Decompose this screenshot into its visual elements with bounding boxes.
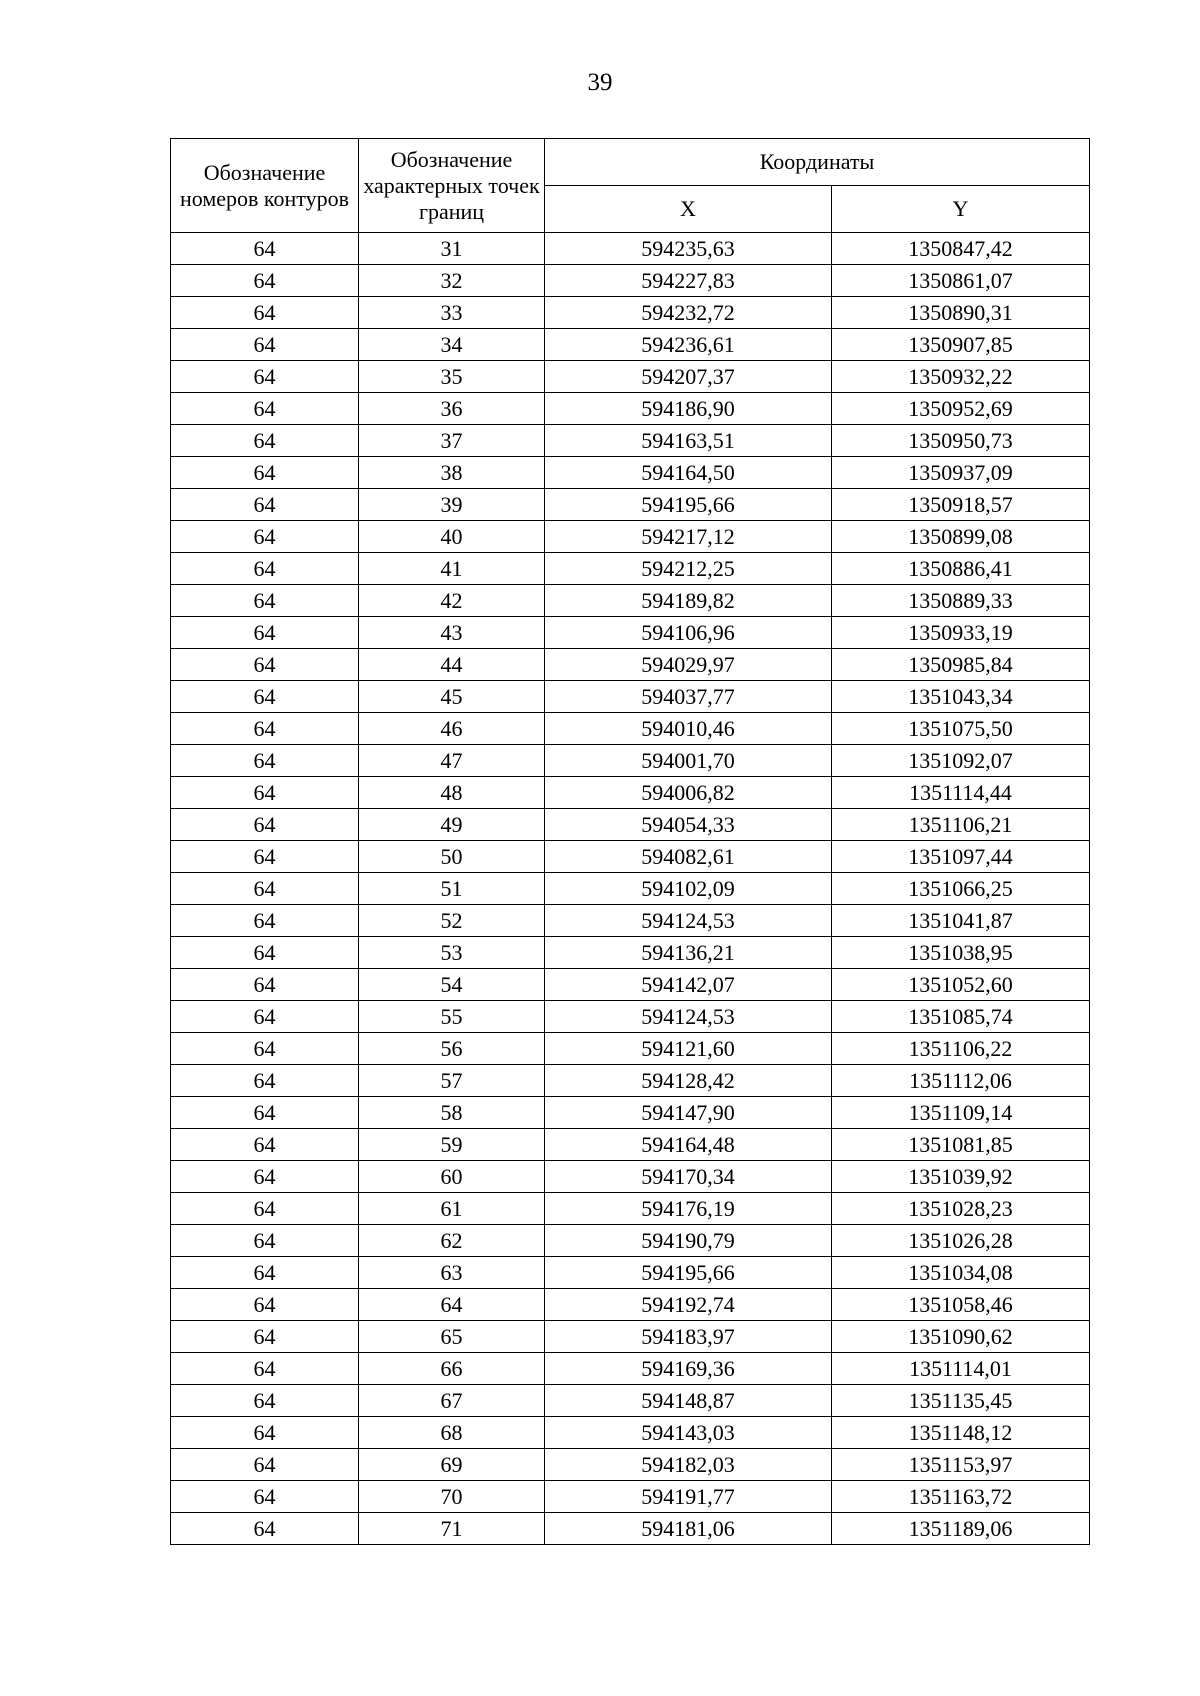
cell-x: 594124,53 [545, 1001, 832, 1033]
cell-y: 1350937,09 [832, 457, 1090, 489]
cell-y: 1351106,22 [832, 1033, 1090, 1065]
cell-point-number: 34 [359, 329, 545, 361]
table-row [171, 905, 1090, 937]
table-row [171, 297, 1090, 329]
cell-y: 1350950,73 [832, 425, 1090, 457]
cell-point-number: 32 [359, 265, 545, 297]
cell-x: 594037,77 [545, 681, 832, 713]
cell-point-number: 53 [359, 937, 545, 969]
cell-point-number: 60 [359, 1161, 545, 1193]
cell-point-number: 63 [359, 1257, 545, 1289]
table-row [171, 809, 1090, 841]
cell-point-number: 31 [359, 233, 545, 265]
cell-x: 594170,34 [545, 1161, 832, 1193]
cell-y: 1351189,06 [832, 1513, 1090, 1545]
cell-y: 1351038,95 [832, 937, 1090, 969]
table-row [171, 1225, 1090, 1257]
cell-y: 1351163,72 [832, 1481, 1090, 1513]
cell-contour-number: 64 [171, 1449, 359, 1481]
cell-x: 594164,50 [545, 457, 832, 489]
cell-contour-number: 64 [171, 297, 359, 329]
table-row [171, 1513, 1090, 1545]
cell-contour-number: 64 [171, 937, 359, 969]
cell-x: 594191,77 [545, 1481, 832, 1513]
cell-contour-number: 64 [171, 489, 359, 521]
cell-point-number: 54 [359, 969, 545, 1001]
cell-y: 1351097,44 [832, 841, 1090, 873]
cell-y: 1351043,34 [832, 681, 1090, 713]
cell-y: 1351092,07 [832, 745, 1090, 777]
cell-contour-number: 64 [171, 617, 359, 649]
cell-y: 1351109,14 [832, 1097, 1090, 1129]
cell-contour-number: 64 [171, 361, 359, 393]
cell-point-number: 58 [359, 1097, 545, 1129]
cell-contour-number: 64 [171, 1097, 359, 1129]
cell-point-number: 35 [359, 361, 545, 393]
table-row [171, 457, 1090, 489]
cell-x: 594192,74 [545, 1289, 832, 1321]
cell-x: 594010,46 [545, 713, 832, 745]
cell-y: 1350933,19 [832, 617, 1090, 649]
cell-contour-number: 64 [171, 969, 359, 1001]
cell-point-number: 49 [359, 809, 545, 841]
cell-y: 1351075,50 [832, 713, 1090, 745]
cell-contour-number: 64 [171, 585, 359, 617]
cell-point-number: 61 [359, 1193, 545, 1225]
cell-contour-number: 64 [171, 841, 359, 873]
cell-contour-number: 64 [171, 1193, 359, 1225]
cell-contour-number: 64 [171, 873, 359, 905]
table-row [171, 1257, 1090, 1289]
cell-point-number: 67 [359, 1385, 545, 1417]
cell-y: 1351081,85 [832, 1129, 1090, 1161]
cell-contour-number: 64 [171, 1225, 359, 1257]
cell-point-number: 62 [359, 1225, 545, 1257]
table-row [171, 1001, 1090, 1033]
table-row [171, 1481, 1090, 1513]
cell-contour-number: 64 [171, 521, 359, 553]
header-x: X [545, 186, 832, 233]
cell-y: 1350899,08 [832, 521, 1090, 553]
cell-point-number: 41 [359, 553, 545, 585]
cell-contour-number: 64 [171, 905, 359, 937]
cell-x: 594227,83 [545, 265, 832, 297]
table-row [171, 585, 1090, 617]
table-row [171, 745, 1090, 777]
table-row [171, 1385, 1090, 1417]
cell-x: 594082,61 [545, 841, 832, 873]
cell-x: 594128,42 [545, 1065, 832, 1097]
cell-x: 594189,82 [545, 585, 832, 617]
cell-x: 594029,97 [545, 649, 832, 681]
cell-contour-number: 64 [171, 777, 359, 809]
cell-x: 594217,12 [545, 521, 832, 553]
cell-x: 594195,66 [545, 1257, 832, 1289]
cell-y: 1351114,01 [832, 1353, 1090, 1385]
cell-x: 594102,09 [545, 873, 832, 905]
cell-y: 1351085,74 [832, 1001, 1090, 1033]
cell-y: 1350985,84 [832, 649, 1090, 681]
cell-y: 1350952,69 [832, 393, 1090, 425]
table-row [171, 1353, 1090, 1385]
cell-point-number: 40 [359, 521, 545, 553]
cell-contour-number: 64 [171, 1065, 359, 1097]
cell-y: 1350932,22 [832, 361, 1090, 393]
header-boundary-point: Обозначение характерных точек границ [359, 139, 545, 233]
cell-x: 594183,97 [545, 1321, 832, 1353]
cell-point-number: 68 [359, 1417, 545, 1449]
cell-contour-number: 64 [171, 1257, 359, 1289]
cell-point-number: 59 [359, 1129, 545, 1161]
cell-point-number: 48 [359, 777, 545, 809]
cell-x: 594142,07 [545, 969, 832, 1001]
header-contour-number: Обозначение номеров контуров [171, 139, 359, 233]
cell-point-number: 50 [359, 841, 545, 873]
table-row [171, 1065, 1090, 1097]
cell-contour-number: 64 [171, 425, 359, 457]
table-row [171, 425, 1090, 457]
page-number: 39 [587, 69, 613, 96]
cell-point-number: 45 [359, 681, 545, 713]
cell-point-number: 56 [359, 1033, 545, 1065]
table-row [171, 1321, 1090, 1353]
cell-contour-number: 64 [171, 1481, 359, 1513]
cell-x: 594121,60 [545, 1033, 832, 1065]
table-row [171, 617, 1090, 649]
cell-point-number: 37 [359, 425, 545, 457]
cell-x: 594236,61 [545, 329, 832, 361]
table-row [171, 937, 1090, 969]
cell-y: 1350889,33 [832, 585, 1090, 617]
cell-point-number: 43 [359, 617, 545, 649]
cell-y: 1351066,25 [832, 873, 1090, 905]
cell-y: 1350907,85 [832, 329, 1090, 361]
header-y: Y [832, 186, 1090, 233]
table-row [171, 1097, 1090, 1129]
table-row [171, 393, 1090, 425]
table-row [171, 1033, 1090, 1065]
cell-contour-number: 64 [171, 649, 359, 681]
cell-contour-number: 64 [171, 329, 359, 361]
cell-y: 1350890,31 [832, 297, 1090, 329]
cell-y: 1351026,28 [832, 1225, 1090, 1257]
table-row [171, 649, 1090, 681]
cell-x: 594176,19 [545, 1193, 832, 1225]
cell-y: 1351028,23 [832, 1193, 1090, 1225]
table-row [171, 873, 1090, 905]
cell-contour-number: 64 [171, 1385, 359, 1417]
cell-y: 1351114,44 [832, 777, 1090, 809]
cell-contour-number: 64 [171, 745, 359, 777]
cell-y: 1351039,92 [832, 1161, 1090, 1193]
cell-point-number: 64 [359, 1289, 545, 1321]
cell-contour-number: 64 [171, 393, 359, 425]
cell-x: 594182,03 [545, 1449, 832, 1481]
cell-x: 594186,90 [545, 393, 832, 425]
cell-point-number: 51 [359, 873, 545, 905]
cell-y: 1350861,07 [832, 265, 1090, 297]
cell-y: 1351112,06 [832, 1065, 1090, 1097]
cell-x: 594232,72 [545, 297, 832, 329]
table-row [171, 1417, 1090, 1449]
cell-y: 1351034,08 [832, 1257, 1090, 1289]
cell-x: 594147,90 [545, 1097, 832, 1129]
cell-point-number: 47 [359, 745, 545, 777]
cell-contour-number: 64 [171, 1129, 359, 1161]
table-row [171, 841, 1090, 873]
table-row [171, 777, 1090, 809]
cell-contour-number: 64 [171, 1321, 359, 1353]
cell-contour-number: 64 [171, 233, 359, 265]
table-row [171, 1161, 1090, 1193]
cell-contour-number: 64 [171, 457, 359, 489]
cell-contour-number: 64 [171, 713, 359, 745]
cell-point-number: 69 [359, 1449, 545, 1481]
cell-point-number: 46 [359, 713, 545, 745]
table-row [171, 233, 1090, 265]
cell-x: 594143,03 [545, 1417, 832, 1449]
cell-y: 1351148,12 [832, 1417, 1090, 1449]
table-body [171, 233, 1090, 1545]
cell-contour-number: 64 [171, 265, 359, 297]
cell-y: 1351058,46 [832, 1289, 1090, 1321]
cell-x: 594148,87 [545, 1385, 832, 1417]
cell-x: 594136,21 [545, 937, 832, 969]
cell-y: 1351052,60 [832, 969, 1090, 1001]
cell-x: 594124,53 [545, 905, 832, 937]
cell-point-number: 57 [359, 1065, 545, 1097]
cell-point-number: 44 [359, 649, 545, 681]
table-row [171, 713, 1090, 745]
cell-contour-number: 64 [171, 809, 359, 841]
cell-x: 594181,06 [545, 1513, 832, 1545]
cell-point-number: 52 [359, 905, 545, 937]
cell-point-number: 66 [359, 1353, 545, 1385]
coordinates-table [170, 138, 1090, 1545]
cell-x: 594054,33 [545, 809, 832, 841]
cell-x: 594001,70 [545, 745, 832, 777]
cell-contour-number: 64 [171, 1513, 359, 1545]
cell-y: 1351090,62 [832, 1321, 1090, 1353]
cell-point-number: 55 [359, 1001, 545, 1033]
table-row [171, 969, 1090, 1001]
cell-x: 594207,37 [545, 361, 832, 393]
table-row [171, 361, 1090, 393]
table-row [171, 1289, 1090, 1321]
table-row [171, 681, 1090, 713]
cell-x: 594169,36 [545, 1353, 832, 1385]
cell-y: 1351135,45 [832, 1385, 1090, 1417]
cell-contour-number: 64 [171, 553, 359, 585]
table-row [171, 489, 1090, 521]
cell-contour-number: 64 [171, 1161, 359, 1193]
cell-contour-number: 64 [171, 681, 359, 713]
cell-x: 594163,51 [545, 425, 832, 457]
cell-x: 594164,48 [545, 1129, 832, 1161]
cell-point-number: 71 [359, 1513, 545, 1545]
cell-point-number: 42 [359, 585, 545, 617]
cell-x: 594212,25 [545, 553, 832, 585]
cell-x: 594006,82 [545, 777, 832, 809]
cell-point-number: 33 [359, 297, 545, 329]
cell-point-number: 36 [359, 393, 545, 425]
table-row [171, 1193, 1090, 1225]
cell-x: 594190,79 [545, 1225, 832, 1257]
table-header [171, 139, 1090, 233]
table-row [171, 1449, 1090, 1481]
cell-contour-number: 64 [171, 1353, 359, 1385]
cell-point-number: 38 [359, 457, 545, 489]
cell-contour-number: 64 [171, 1417, 359, 1449]
cell-point-number: 39 [359, 489, 545, 521]
cell-y: 1350918,57 [832, 489, 1090, 521]
cell-contour-number: 64 [171, 1289, 359, 1321]
table-row [171, 265, 1090, 297]
cell-y: 1351041,87 [832, 905, 1090, 937]
cell-y: 1351153,97 [832, 1449, 1090, 1481]
table-row [171, 521, 1090, 553]
header-coordinates: Координаты [545, 139, 1090, 186]
table-row [171, 1129, 1090, 1161]
cell-x: 594106,96 [545, 617, 832, 649]
cell-point-number: 70 [359, 1481, 545, 1513]
cell-y: 1351106,21 [832, 809, 1090, 841]
cell-contour-number: 64 [171, 1033, 359, 1065]
cell-point-number: 65 [359, 1321, 545, 1353]
cell-x: 594235,63 [545, 233, 832, 265]
cell-contour-number: 64 [171, 1001, 359, 1033]
cell-y: 1350886,41 [832, 553, 1090, 585]
table-row [171, 329, 1090, 361]
cell-x: 594195,66 [545, 489, 832, 521]
cell-y: 1350847,42 [832, 233, 1090, 265]
table-row [171, 553, 1090, 585]
